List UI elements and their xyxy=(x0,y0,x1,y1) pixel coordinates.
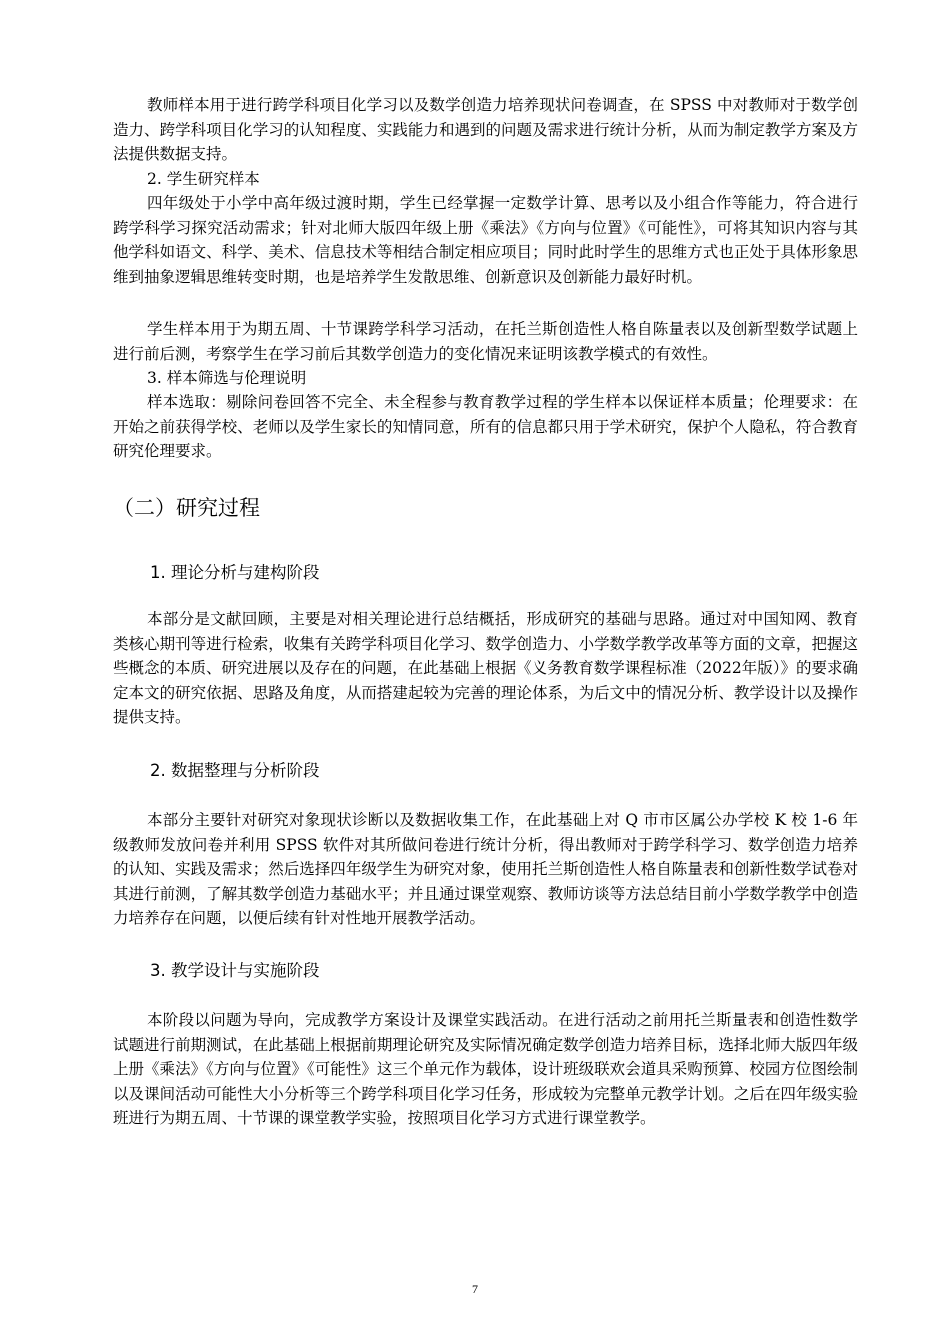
subheading-data-stage: 2. 数据整理与分析阶段 xyxy=(150,761,320,780)
paragraph-design-stage: 本阶段以问题为导向，完成教学方案设计及课堂实践活动。在进行活动之前用托兰斯量表和创造性数学试题进行前期测试，在此基础上根据前期理论研究及实际情况确定数学创造力培养目标，选择北师大版四年级上册《乘法》《方向与位置》《可能性》这三个单元作为载体，设计班级联欢会道具采购预算、校园方位图绘制以及课间活动可能性大小分析等三个跨学科项目化学习任务，形成较为完整单元教学计划。之后在四年级实验班进行为期五周、十节课的课堂教学实验，按照项目化学习方式进行课堂教学。 xyxy=(113,1011,858,1127)
subheading-design-stage: 3. 教学设计与实施阶段 xyxy=(150,961,320,980)
subheading-student-sample: 2. 学生研究样本 xyxy=(147,170,260,188)
page-number: 7 xyxy=(472,1282,478,1296)
paragraph-theory-stage: 本部分是文献回顾，主要是对相关理论进行总结概括，形成研究的基础与思路。通过对中国知网、教育类核心期刊等进行检索，收集有关跨学科项目化学习、数学创造力、小学数学教学改革等方面的文章，把握这些概念的本质、研究进展以及存在的问题，在此基础上根据《义务教育数学课程标准（2022年版）》的要求确定本文的研究依据、思路及角度，从而搭建起较为完善的理论体系，为后文中的情况分析、教学设计以及操作提供支持。 xyxy=(113,610,858,726)
subheading-theory-stage: 1. 理论分析与建构阶段 xyxy=(150,563,320,582)
paragraph-data-stage: 本部分主要针对研究对象现状诊断以及数据收集工作，在此基础上对 Q 市市区属公办学校 K 校 1-6 年级教师发放问卷并利用 SPSS 软件对其所做问卷进行统计分析，得出教师对于跨学科学习、数学创造力培养的认知、实践及需求；然后选择四年级学生为研究对象，使用托兰斯创造性人格自陈量表和创新性数学试卷对其进行前测，了解其数学创造力基础水平；并且通过课堂观察、教师访谈等方法总结目前小学数学教学中创造力培养存在问题，以便后续有针对性地开展教学活动。 xyxy=(113,811,858,927)
paragraph-sample-ethics: 样本选取：剔除问卷回答不完全、未全程参与教育教学过程的学生样本以保证样本质量；伦理要求：在开始之前获得学校、老师以及学生家长的知情同意，所有的信息都只用于学术研究，保护个人隐私，符合教育研究伦理要求。 xyxy=(113,393,858,460)
paragraph-teacher-sample: 教师样本用于进行跨学科项目化学习以及数学创造力培养现状问卷调查，在 SPSS 中对教师对于数学创造力、跨学科项目化学习的认知程度、实践能力和遇到的问题及需求进行统计分析，从而为制定教学方案及方法提供数据支持。 xyxy=(113,96,858,163)
paragraph-student-sample-usage: 学生样本用于为期五周、十节课跨学科学习活动，在托兰斯创造性人格自陈量表以及创新型数学试题上进行前后测，考察学生在学习前后其数学创造力的变化情况来证明该教学模式的有效性。 xyxy=(113,320,858,363)
subheading-sample-ethics: 3. 样本筛选与伦理说明 xyxy=(147,369,307,387)
section-heading-research-process: （二）研究过程 xyxy=(113,496,260,520)
paragraph-student-sample: 四年级处于小学中高年级过渡时期，学生已经掌握一定数学计算、思考以及小组合作等能力，符合进行跨学科学习探究活动需求；针对北师大版四年级上册《乘法》《方向与位置》《可能性》，可将其知识内容与其他学科如语文、科学、美术、信息技术等相结合制定相应项目；同时此时学生的思维方式也正处于具体形象思维到抽象逻辑思维转变时期，也是培养学生发散思维、创新意识及创新能力最好时机。 xyxy=(113,194,858,286)
